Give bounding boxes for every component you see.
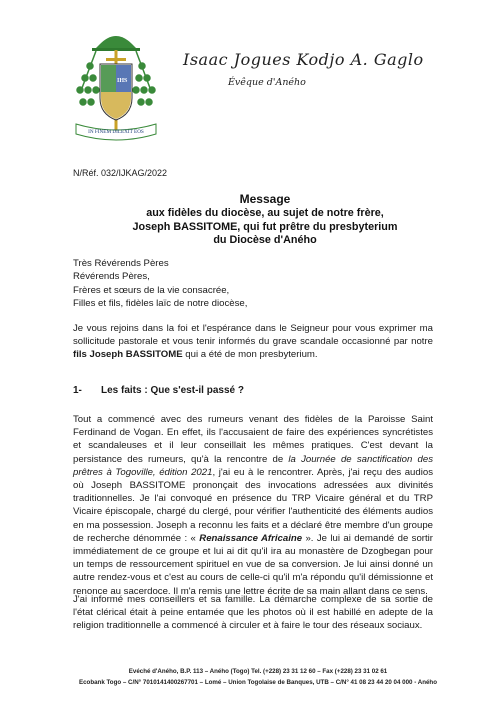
section-title: Les faits : Que s'est-il passé ? — [101, 385, 244, 396]
message-subtitle-line-3: du Diocèse d'Aného — [213, 234, 317, 246]
facts-paragraph — [73, 413, 433, 598]
salutation-line: Révérends Pères, — [73, 271, 150, 283]
section-number: 1- — [73, 385, 82, 396]
intro-text: Je vous rejoins dans la foi et l'espérance dans le Seigneur pour vous exprimer ma sollicitude pastorale et vous tenir informés du grave scandale occasionné par notre — [73, 323, 433, 348]
facts-text: Tout a commencé avec des rumeurs venant des fidèles de la Paroisse Saint Ferdinand de Vogan. En effet, ils l'accusaient de faire des expériences syncrétistes et scandaleuses et il leur conseillait les mêmes pratiques. C'est devant la persistance des rumeurs, qu'à la rencontre de — [73, 414, 433, 465]
intro-bold-name: fils Joseph BASSITOME — [73, 349, 183, 361]
intro-text-end: qui a été de mon presbyterium. — [182, 349, 318, 361]
message-subtitle-line-1: aux fidèles du diocèse, au sujet de notre frère, — [146, 207, 384, 219]
facts-italic-event: la Journée de sanctification des prêtres à Togoville, édition 2021 — [73, 453, 434, 478]
message-subtitle-line-2: Joseph BASSITOME, qui fut prêtre du presbyterium — [132, 220, 398, 233]
facts-text: , j'ai eu à le rencontrer. Après, j'ai reçu des audios où Joseph BASSITOME prononçait des invocations adressées aux divinités traditionnelles. Je l'ai convoqué en présence du TRP Vicaire général et du TRP Vicaire épiscopale, chargé du clergé, pour vérifier l'authenticité des éléments audios en ma possession. Joseph a reconnu les faits et a déclaré être membre d'un groupe de recherche dénommée : « — [73, 466, 433, 544]
motto-ribbon-text: IN FINEM DILEXIT EOS — [88, 129, 144, 135]
message-title: Message — [239, 192, 291, 206]
salutation-line: Frères et sœurs de la vie consacrée, — [73, 284, 230, 296]
salutation-line: Très Révérends Pères — [73, 258, 169, 269]
salutation-line: Filles et fils, fidèles laïc de notre diocèse, — [73, 298, 248, 310]
footer-bank-line: Ecobank Togo – C/N° 7010141400267701 – Lomé – Union Togolaise de Banques, UTB – C/N° 41 08 23 44 20 04 000 - Aného — [78, 679, 437, 686]
message-title-block — [60, 192, 470, 248]
intro-paragraph — [73, 322, 433, 362]
letterhead-footer — [48, 666, 468, 688]
footer-address-line: Evéché d'Aného, B.P. 113 – Aného (Togo) Tel. (+228) 23 31 12 60 – Fax (+228) 23 31 02 61 — [128, 668, 388, 675]
bishop-signature-name: Isaac Jogues Kodjo A. Gaglo — [183, 50, 424, 69]
salutation — [73, 257, 433, 311]
facts-text: ». Je lui ai demandé de sortir immédiatement de ce groupe et lui ai dit qu'il ira au monastère de Dzogbegan pour un temps de ressourcement spirituel en vue de sa conversion. Je lui ainsi donné un autre rendez-vous et c'est au cours de celle-ci qu'il m'a répondu qu'il démissionne et renonce au sacerdoce. Il m'a remis une lettre écrite de sa main allant dans ce sens. — [73, 532, 433, 597]
closing-paragraph: J'ai informé mes conseillers et sa famille. La démarche complexe de sa sortie de l'état clérical était à peine entamée que les photos où il est habillé en adepte de la religion traditionnelle a commencé à circuler et à faire le tour des réseaux sociaux. — [73, 594, 433, 632]
reference-number: N/Réf. 032/IJKAG/2022 — [73, 168, 168, 178]
bishop-signature-title: Évêque d'Aného — [228, 77, 306, 88]
section-heading — [73, 385, 244, 396]
episcopal-coat-of-arms — [70, 28, 162, 146]
facts-group-name: Renaissance Africaine — [199, 532, 303, 544]
shield-monogram: IHS — [117, 78, 128, 84]
